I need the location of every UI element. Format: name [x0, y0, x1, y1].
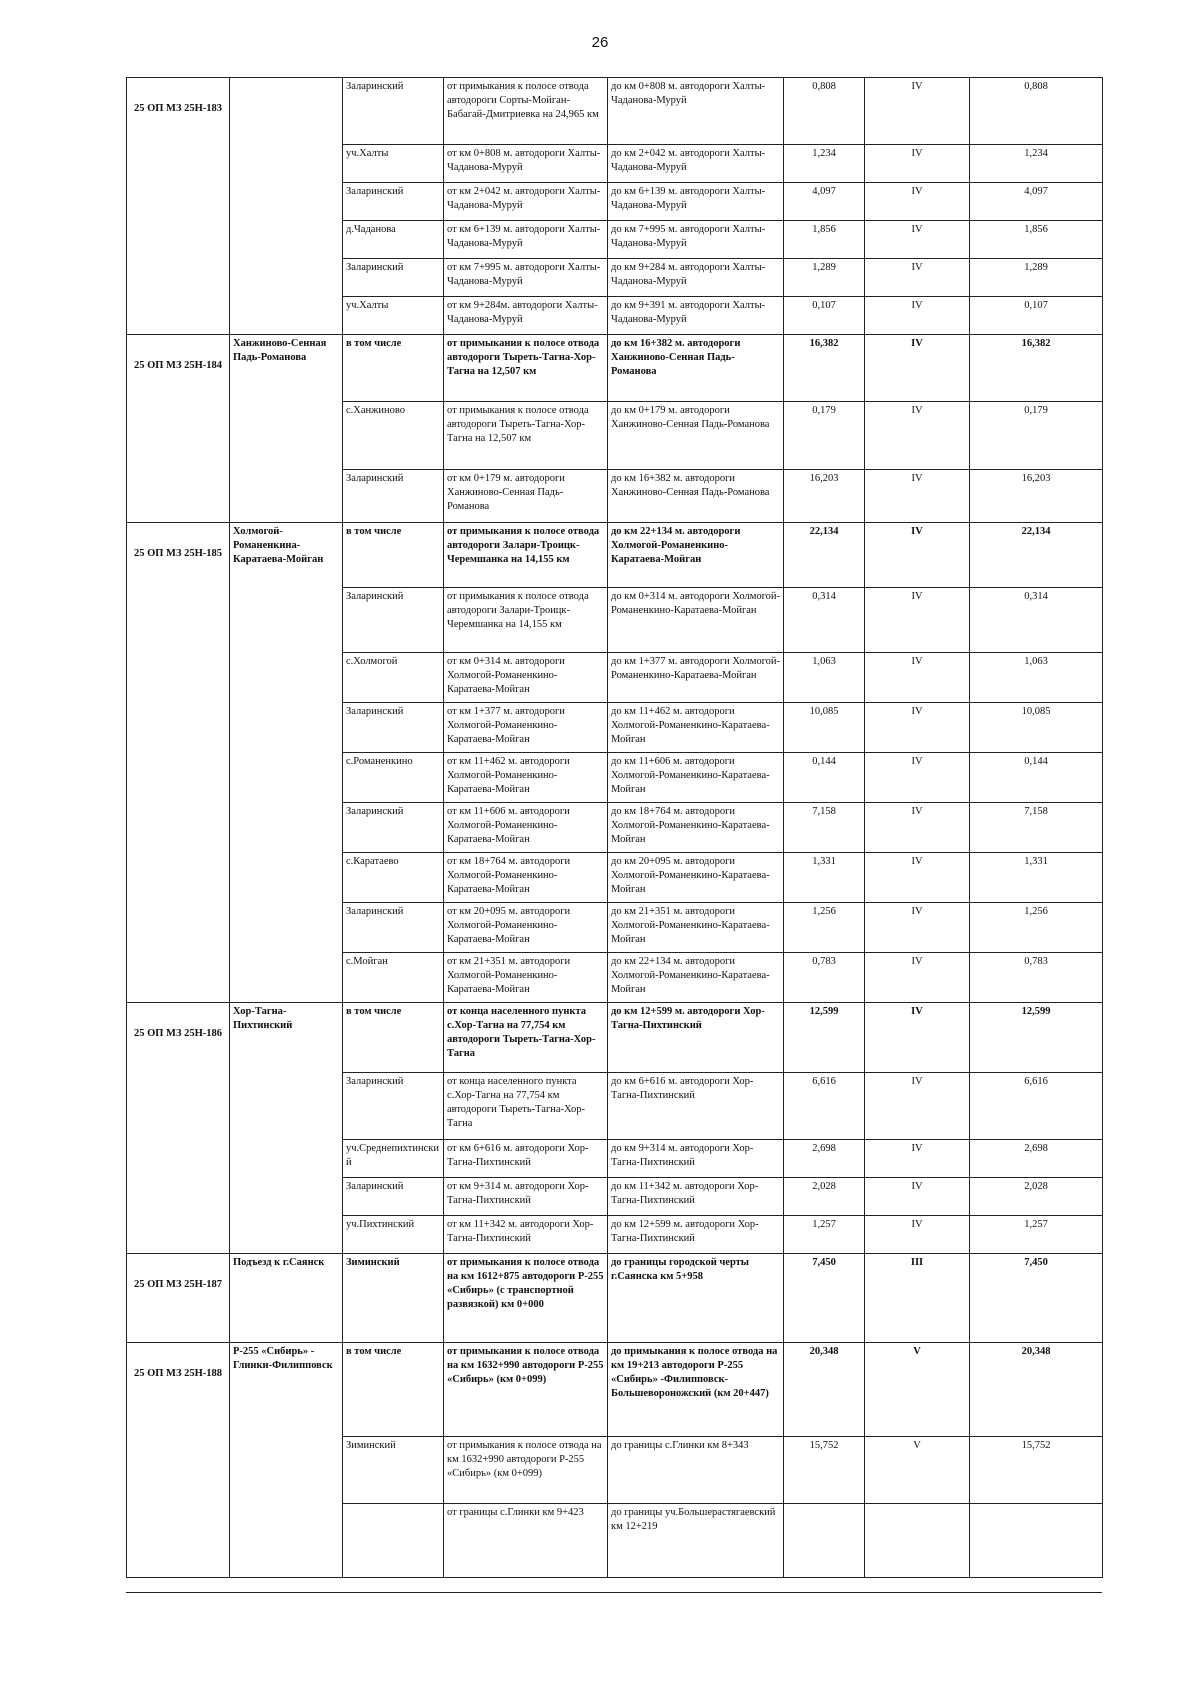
table-row [127, 803, 1103, 853]
location-cell: в том числе [343, 1343, 444, 1437]
page-number: 26 [591, 34, 609, 51]
total-length-cell: 15,752 [970, 1437, 1103, 1504]
total-length-cell: 16,203 [970, 470, 1103, 523]
table-row [127, 1003, 1103, 1073]
total-length-cell: 1,856 [970, 221, 1103, 259]
segment-end-cell: до км 16+382 м. автодороги Ханжиново-Сенная Падь-Романова [608, 470, 784, 523]
road-code-cell [127, 703, 230, 753]
length-cell: 15,752 [784, 1437, 865, 1504]
road-name-cell: Подъезд к г.Саянск [230, 1254, 343, 1343]
location-cell: Заларинский [343, 903, 444, 953]
road-name-cell [230, 588, 343, 653]
location-cell: Заларинский [343, 183, 444, 221]
location-cell: Заларинский [343, 588, 444, 653]
segment-start-cell: от км 0+179 м. автодороги Ханжиново-Сенная Падь-Романова [444, 470, 608, 523]
segment-end-cell: до границы городской черты г.Саянска км 5+958 [608, 1254, 784, 1343]
table-row [127, 1504, 1103, 1578]
road-name-cell [230, 653, 343, 703]
segment-start-cell: от км 9+284м. автодороги Халты-Чаданова-Муруй [444, 297, 608, 335]
segment-end-cell: до км 9+391 м. автодороги Халты-Чаданова-Муруй [608, 297, 784, 335]
road-name-cell: Ханжиново-Сенная Падь-Романова [230, 335, 343, 402]
segment-start-cell: от км 6+616 м. автодороги Хор-Тагна-Пихтинский [444, 1140, 608, 1178]
length-cell: 1,063 [784, 653, 865, 703]
segment-start-cell: от км 7+995 м. автодороги Халты-Чаданова-Муруй [444, 259, 608, 297]
road-code-cell [127, 903, 230, 953]
road-name-cell [230, 183, 343, 221]
table-bottom-line [126, 1592, 1102, 1593]
total-length-cell: 7,158 [970, 803, 1103, 853]
category-cell: IV [865, 653, 970, 703]
road-name-cell [230, 1140, 343, 1178]
length-cell: 20,348 [784, 1343, 865, 1437]
segment-start-cell: от примыкания к полосе отвода автодороги Сорты-Мойган-Бабагай-Дмитриевка на 24,965 км [444, 78, 608, 145]
category-cell: IV [865, 588, 970, 653]
road-code-cell [127, 1073, 230, 1140]
segment-end-cell: до км 22+134 м. автодороги Холмогой-Романенкино-Каратаева-Мойган [608, 953, 784, 1003]
segment-start-cell: от км 18+764 м. автодороги Холмогой-Романенкино-Каратаева-Мойган [444, 853, 608, 903]
road-code-cell: 25 ОП МЗ 25Н-187 [127, 1254, 230, 1343]
location-cell: д.Чаданова [343, 221, 444, 259]
segment-end-cell: до км 2+042 м. автодороги Халты-Чаданова-Муруй [608, 145, 784, 183]
segment-end-cell: до км 7+995 м. автодороги Халты-Чаданова-Муруй [608, 221, 784, 259]
segment-end-cell: до км 0+314 м. автодороги Холмогой-Романенкино-Каратаева-Мойган [608, 588, 784, 653]
category-cell [865, 1504, 970, 1578]
length-cell: 1,289 [784, 259, 865, 297]
segment-start-cell: от км 21+351 м. автодороги Холмогой-Романенкино-Каратаева-Мойган [444, 953, 608, 1003]
road-code-cell [127, 1437, 230, 1504]
total-length-cell: 0,144 [970, 753, 1103, 803]
location-cell: Зиминский [343, 1437, 444, 1504]
table-row [127, 259, 1103, 297]
segment-end-cell: до км 12+599 м. автодороги Хор-Тагна-Пихтинский [608, 1216, 784, 1254]
location-cell: Заларинский [343, 1178, 444, 1216]
road-code-cell: 25 ОП МЗ 25Н-185 [127, 523, 230, 588]
length-cell: 1,257 [784, 1216, 865, 1254]
segment-start-cell: от км 9+314 м. автодороги Хор-Тагна-Пихтинский [444, 1178, 608, 1216]
segment-end-cell: до км 1+377 м. автодороги Холмогой-Романенкино-Каратаева-Мойган [608, 653, 784, 703]
segment-end-cell: до границы уч.Большерастягаевский км 12+219 [608, 1504, 784, 1578]
road-name-cell [230, 1437, 343, 1504]
road-name-cell [230, 753, 343, 803]
length-cell: 0,808 [784, 78, 865, 145]
segment-start-cell: от км 20+095 м. автодороги Холмогой-Романенкино-Каратаева-Мойган [444, 903, 608, 953]
road-name-cell [230, 259, 343, 297]
length-cell: 0,783 [784, 953, 865, 1003]
segment-end-cell: до км 9+284 м. автодороги Халты-Чаданова-Муруй [608, 259, 784, 297]
location-cell: уч.Халты [343, 297, 444, 335]
road-code-cell [127, 653, 230, 703]
table-row [127, 903, 1103, 953]
road-code-cell [127, 953, 230, 1003]
location-cell: уч.Среднепихтинский [343, 1140, 444, 1178]
total-length-cell: 1,234 [970, 145, 1103, 183]
segment-start-cell: от км 6+139 м. автодороги Халты-Чаданова-Муруй [444, 221, 608, 259]
table-row [127, 753, 1103, 803]
road-name-cell [230, 78, 343, 145]
location-cell: уч.Пихтинский [343, 1216, 444, 1254]
road-code-cell [127, 402, 230, 470]
location-cell: в том числе [343, 523, 444, 588]
segment-start-cell: от км 11+606 м. автодороги Холмогой-Романенкино-Каратаева-Мойган [444, 803, 608, 853]
total-length-cell: 0,314 [970, 588, 1103, 653]
road-code-cell [127, 221, 230, 259]
segment-start-cell: от примыкания к полосе отвода автодороги Тыреть-Тагна-Хор-Тагна на 12,507 км [444, 335, 608, 402]
segment-start-cell: от примыкания к полосе отвода автодороги Залари-Троицк-Черемшанка на 14,155 км [444, 523, 608, 588]
category-cell: IV [865, 259, 970, 297]
location-cell: уч.Халты [343, 145, 444, 183]
location-cell: с.Холмогой [343, 653, 444, 703]
road-name-cell: Хор-Тагна-Пихтинский [230, 1003, 343, 1073]
road-code-cell [127, 803, 230, 853]
road-name-cell [230, 853, 343, 903]
category-cell: IV [865, 803, 970, 853]
total-length-cell: 1,331 [970, 853, 1103, 903]
location-cell: Заларинский [343, 470, 444, 523]
segment-start-cell: от примыкания к полосе отвода на км 1612+875 автодороги Р-255 «Сибирь» (с транспортной развязкой) км 0+000 [444, 1254, 608, 1343]
length-cell: 0,144 [784, 753, 865, 803]
segment-end-cell: до границы с.Глинки км 8+343 [608, 1437, 784, 1504]
road-code-cell [127, 470, 230, 523]
category-cell: III [865, 1254, 970, 1343]
road-name-cell [230, 470, 343, 523]
segment-start-cell: от конца населенного пункта с.Хор-Тагна на 77,754 км автодороги Тыреть-Тагна-Хор-Тагна [444, 1073, 608, 1140]
road-code-cell: 25 ОП МЗ 25Н-183 [127, 78, 230, 145]
segment-start-cell: от км 2+042 м. автодороги Халты-Чаданова-Муруй [444, 183, 608, 221]
road-name-cell [230, 953, 343, 1003]
road-name-cell [230, 1216, 343, 1254]
road-code-cell [127, 1504, 230, 1578]
table-row [127, 1073, 1103, 1140]
location-cell: Заларинский [343, 1073, 444, 1140]
category-cell: IV [865, 1216, 970, 1254]
category-cell: IV [865, 1003, 970, 1073]
road-code-cell: 25 ОП МЗ 25Н-186 [127, 1003, 230, 1073]
road-code-cell: 25 ОП МЗ 25Н-188 [127, 1343, 230, 1437]
segment-end-cell: до км 6+616 м. автодороги Хор-Тагна-Пихтинский [608, 1073, 784, 1140]
table-row [127, 1254, 1103, 1343]
category-cell: IV [865, 297, 970, 335]
category-cell: IV [865, 753, 970, 803]
road-code-cell [127, 753, 230, 803]
table-row [127, 183, 1103, 221]
segment-start-cell: от примыкания к полосе отвода на км 1632+990 автодороги Р-255 «Сибирь» (км 0+099) [444, 1343, 608, 1437]
total-length-cell: 6,616 [970, 1073, 1103, 1140]
table-row [127, 145, 1103, 183]
road-name-cell [230, 221, 343, 259]
table-row [127, 1437, 1103, 1504]
total-length-cell: 10,085 [970, 703, 1103, 753]
road-code-cell: 25 ОП МЗ 25Н-184 [127, 335, 230, 402]
road-name-cell: Р-255 «Сибирь» - Глинки-Филипповск [230, 1343, 343, 1437]
segment-start-cell: от км 11+342 м. автодороги Хор-Тагна-Пихтинский [444, 1216, 608, 1254]
total-length-cell: 20,348 [970, 1343, 1103, 1437]
segment-start-cell: от примыкания к полосе отвода автодороги Тыреть-Тагна-Хор-Тагна на 12,507 км [444, 402, 608, 470]
segment-end-cell: до км 18+764 м. автодороги Холмогой-Романенкино-Каратаева-Мойган [608, 803, 784, 853]
location-cell: в том числе [343, 1003, 444, 1073]
road-code-cell [127, 1178, 230, 1216]
table-row [127, 853, 1103, 903]
segment-start-cell: от примыкания к полосе отвода автодороги Залари-Троицк-Черемшанка на 14,155 км [444, 588, 608, 653]
segment-end-cell: до км 22+134 м. автодороги Холмогой-Романенкино-Каратаева-Мойган [608, 523, 784, 588]
table-row [127, 297, 1103, 335]
road-name-cell [230, 703, 343, 753]
length-cell: 2,698 [784, 1140, 865, 1178]
category-cell: IV [865, 402, 970, 470]
category-cell: IV [865, 523, 970, 588]
table-row [127, 1140, 1103, 1178]
road-name-cell [230, 1504, 343, 1578]
category-cell: IV [865, 1140, 970, 1178]
segment-end-cell: до км 0+808 м. автодороги Халты-Чаданова-Муруй [608, 78, 784, 145]
road-name-cell [230, 402, 343, 470]
road-code-cell [127, 588, 230, 653]
total-length-cell: 7,450 [970, 1254, 1103, 1343]
total-length-cell: 1,256 [970, 903, 1103, 953]
location-cell: с.Ханжиново [343, 402, 444, 470]
segment-start-cell: от км 11+462 м. автодороги Холмогой-Романенкино-Каратаева-Мойган [444, 753, 608, 803]
table-row [127, 588, 1103, 653]
segment-start-cell: от примыкания к полосе отвода на км 1632+990 автодороги Р-255 «Сибирь» (км 0+099) [444, 1437, 608, 1504]
road-code-cell [127, 259, 230, 297]
category-cell: IV [865, 903, 970, 953]
segment-end-cell: до км 0+179 м. автодороги Ханжиново-Сенная Падь-Романова [608, 402, 784, 470]
total-length-cell: 0,107 [970, 297, 1103, 335]
road-code-cell [127, 1140, 230, 1178]
table-row [127, 335, 1103, 402]
total-length-cell: 0,179 [970, 402, 1103, 470]
table-row [127, 78, 1103, 145]
location-cell: Заларинский [343, 78, 444, 145]
length-cell: 1,256 [784, 903, 865, 953]
category-cell: IV [865, 470, 970, 523]
length-cell: 7,450 [784, 1254, 865, 1343]
category-cell: IV [865, 145, 970, 183]
total-length-cell: 1,257 [970, 1216, 1103, 1254]
location-cell: Заларинский [343, 703, 444, 753]
location-cell: с.Мойган [343, 953, 444, 1003]
segment-start-cell: от км 0+808 м. автодороги Халты-Чаданова-Муруй [444, 145, 608, 183]
location-cell [343, 1504, 444, 1578]
total-length-cell: 1,063 [970, 653, 1103, 703]
length-cell: 7,158 [784, 803, 865, 853]
table-row [127, 1343, 1103, 1437]
length-cell: 6,616 [784, 1073, 865, 1140]
category-cell: IV [865, 78, 970, 145]
table-row [127, 402, 1103, 470]
total-length-cell: 12,599 [970, 1003, 1103, 1073]
table-row [127, 1216, 1103, 1254]
road-name-cell [230, 145, 343, 183]
length-cell: 16,382 [784, 335, 865, 402]
length-cell: 2,028 [784, 1178, 865, 1216]
length-cell [784, 1504, 865, 1578]
total-length-cell: 2,028 [970, 1178, 1103, 1216]
total-length-cell: 0,783 [970, 953, 1103, 1003]
table-row [127, 470, 1103, 523]
segment-end-cell: до примыкания к полосе отвода на км 19+213 автодороги Р-255 «Сибирь» -Филипповск-Большевороножский (км 20+447) [608, 1343, 784, 1437]
total-length-cell: 4,097 [970, 183, 1103, 221]
segment-start-cell: от км 1+377 м. автодороги Холмогой-Романенкино-Каратаева-Мойган [444, 703, 608, 753]
location-cell: в том числе [343, 335, 444, 402]
category-cell: IV [865, 953, 970, 1003]
location-cell: Зиминский [343, 1254, 444, 1343]
length-cell: 4,097 [784, 183, 865, 221]
segment-end-cell: до км 20+095 м. автодороги Холмогой-Романенкино-Каратаева-Мойган [608, 853, 784, 903]
segment-end-cell: до км 11+342 м. автодороги Хор-Тагна-Пихтинский [608, 1178, 784, 1216]
table-row [127, 953, 1103, 1003]
length-cell: 0,107 [784, 297, 865, 335]
total-length-cell: 16,382 [970, 335, 1103, 402]
length-cell: 16,203 [784, 470, 865, 523]
road-code-cell [127, 297, 230, 335]
road-name-cell: Холмогой-Романенкина-Каратаева-Мойган [230, 523, 343, 588]
location-cell: Заларинский [343, 803, 444, 853]
length-cell: 0,179 [784, 402, 865, 470]
road-name-cell [230, 297, 343, 335]
segment-end-cell: до км 11+606 м. автодороги Холмогой-Романенкино-Каратаева-Мойган [608, 753, 784, 803]
road-code-cell [127, 145, 230, 183]
category-cell: IV [865, 221, 970, 259]
segment-end-cell: до км 21+351 м. автодороги Холмогой-Романенкино-Каратаева-Мойган [608, 903, 784, 953]
table-row [127, 703, 1103, 753]
category-cell: IV [865, 1073, 970, 1140]
road-name-cell [230, 1178, 343, 1216]
table-row [127, 653, 1103, 703]
category-cell: V [865, 1343, 970, 1437]
road-code-cell [127, 1216, 230, 1254]
road-name-cell [230, 1073, 343, 1140]
category-cell: IV [865, 853, 970, 903]
length-cell: 12,599 [784, 1003, 865, 1073]
length-cell: 0,314 [784, 588, 865, 653]
category-cell: IV [865, 183, 970, 221]
table-row [127, 1178, 1103, 1216]
location-cell: с.Романенкино [343, 753, 444, 803]
length-cell: 1,331 [784, 853, 865, 903]
road-name-cell [230, 903, 343, 953]
category-cell: IV [865, 703, 970, 753]
category-cell: V [865, 1437, 970, 1504]
total-length-cell: 2,698 [970, 1140, 1103, 1178]
segment-start-cell: от км 0+314 м. автодороги Холмогой-Романенкино-Каратаева-Мойган [444, 653, 608, 703]
location-cell: Заларинский [343, 259, 444, 297]
road-code-cell [127, 183, 230, 221]
total-length-cell: 22,134 [970, 523, 1103, 588]
roads-table [126, 77, 1103, 1578]
category-cell: IV [865, 335, 970, 402]
segment-start-cell: от конца населенного пункта с.Хор-Тагна на 77,754 км автодороги Тыреть-Тагна-Хор-Тагна [444, 1003, 608, 1073]
category-cell: IV [865, 1178, 970, 1216]
segment-end-cell: до км 9+314 м. автодороги Хор-Тагна-Пихтинский [608, 1140, 784, 1178]
table-row [127, 523, 1103, 588]
length-cell: 22,134 [784, 523, 865, 588]
length-cell: 1,856 [784, 221, 865, 259]
segment-end-cell: до км 11+462 м. автодороги Холмогой-Романенкино-Каратаева-Мойган [608, 703, 784, 753]
total-length-cell: 0,808 [970, 78, 1103, 145]
segment-end-cell: до км 16+382 м. автодороги Ханжиново-Сенная Падь-Романова [608, 335, 784, 402]
segment-end-cell: до км 6+139 м. автодороги Халты-Чаданова-Муруй [608, 183, 784, 221]
length-cell: 1,234 [784, 145, 865, 183]
segment-end-cell: до км 12+599 м. автодороги Хор-Тагна-Пихтинский [608, 1003, 784, 1073]
total-length-cell [970, 1504, 1103, 1578]
table-row [127, 221, 1103, 259]
segment-start-cell: от границы с.Глинки км 9+423 [444, 1504, 608, 1578]
length-cell: 10,085 [784, 703, 865, 753]
total-length-cell: 1,289 [970, 259, 1103, 297]
road-name-cell [230, 803, 343, 853]
road-code-cell [127, 853, 230, 903]
location-cell: с.Каратаево [343, 853, 444, 903]
